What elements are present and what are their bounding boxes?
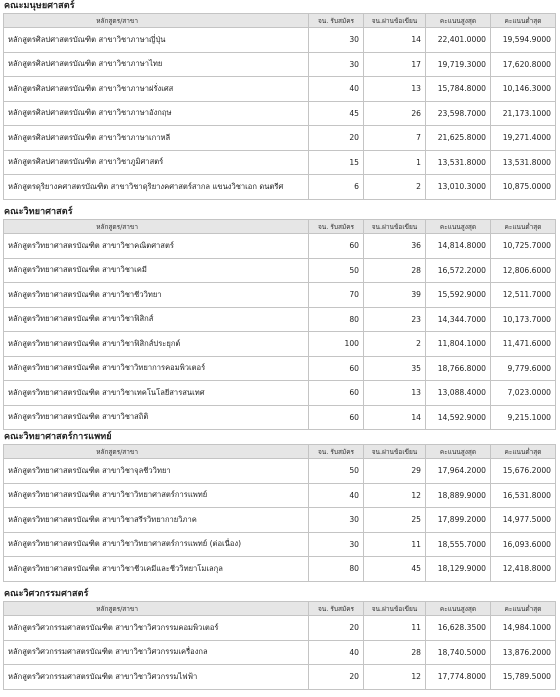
program-cell: หลักสูตรศิลปศาสตรบัณฑิต สาขาวิชาภาษาอังกฤษ (4, 101, 309, 126)
min-score-cell: 12,511.7000 (491, 283, 556, 308)
applicants-cell: 80 (309, 557, 364, 582)
passed-cell: 2 (364, 332, 426, 357)
column-header-passed: จน.ผ่านข้อเขียน (364, 602, 426, 616)
program-cell: หลักสูตรวิศวกรรมศาสตรบัณฑิต สาขาวิชาวิศวกรรมเครื่องกล (4, 640, 309, 665)
passed-cell: 12 (364, 483, 426, 508)
table-row (4, 356, 556, 381)
column-header-program: หลักสูตร/สาขา (4, 445, 309, 459)
column-header-min-score: คะแนนต่ำสุด (491, 602, 556, 616)
column-header-passed: จน.ผ่านข้อเขียน (364, 14, 426, 28)
program-cell: หลักสูตรวิทยาศาสตรบัณฑิต สาขาวิชาเทคโนโลยีสารสนเทศ (4, 381, 309, 406)
applicants-cell: 60 (309, 381, 364, 406)
program-cell: หลักสูตรวิทยาศาสตรบัณฑิต สาขาวิชาเคมี (4, 258, 309, 283)
applicants-cell: 40 (309, 640, 364, 665)
table-row (4, 175, 556, 200)
min-score-cell: 15,676.2000 (491, 459, 556, 484)
column-header-applicants: จน. รับสมัคร (309, 14, 364, 28)
passed-cell: 11 (364, 532, 426, 557)
applicants-cell: 50 (309, 258, 364, 283)
faculty-section-science (0, 206, 560, 430)
max-score-cell: 18,740.5000 (426, 640, 491, 665)
column-header-passed: จน.ผ่านข้อเขียน (364, 220, 426, 234)
applicants-cell: 20 (309, 665, 364, 690)
min-score-cell: 13,531.8000 (491, 150, 556, 175)
program-cell: หลักสูตรศิลปศาสตรบัณฑิต สาขาวิชาภาษาเกาหลี (4, 126, 309, 151)
max-score-cell: 17,899.2000 (426, 508, 491, 533)
applicants-cell: 30 (309, 28, 364, 53)
applicants-cell: 80 (309, 307, 364, 332)
max-score-cell: 17,774.8000 (426, 665, 491, 690)
results-table (3, 601, 556, 690)
table-row (4, 307, 556, 332)
max-score-cell: 16,628.3500 (426, 616, 491, 641)
min-score-cell: 10,875.0000 (491, 175, 556, 200)
passed-cell: 36 (364, 234, 426, 259)
passed-cell: 29 (364, 459, 426, 484)
faculty-title: คณะวิทยาศาสตร์การแพทย์ (4, 432, 112, 442)
min-score-cell: 10,173.7000 (491, 307, 556, 332)
program-cell: หลักสูตรวิทยาศาสตรบัณฑิต สาขาวิชาวิทยาการคอมพิวเตอร์ (4, 356, 309, 381)
max-score-cell: 23,598.7000 (426, 101, 491, 126)
passed-cell: 2 (364, 175, 426, 200)
passed-cell: 28 (364, 258, 426, 283)
table-row (4, 234, 556, 259)
min-score-cell: 19,271.4000 (491, 126, 556, 151)
table-row (4, 532, 556, 557)
column-header-passed: จน.ผ่านข้อเขียน (364, 445, 426, 459)
table-row (4, 101, 556, 126)
applicants-cell: 30 (309, 508, 364, 533)
max-score-cell: 18,129.9000 (426, 557, 491, 582)
min-score-cell: 7,023.0000 (491, 381, 556, 406)
column-header-applicants: จน. รับสมัคร (309, 220, 364, 234)
table-row (4, 483, 556, 508)
column-header-max-score: คะแนนสูงสุด (426, 445, 491, 459)
min-score-cell: 10,725.7000 (491, 234, 556, 259)
table-row (4, 640, 556, 665)
min-score-cell: 9,215.1000 (491, 405, 556, 430)
applicants-cell: 30 (309, 52, 364, 77)
min-score-cell: 17,620.8000 (491, 52, 556, 77)
faculty-section-medical-science (0, 431, 560, 582)
table-row (4, 52, 556, 77)
table-row (4, 616, 556, 641)
max-score-cell: 21,625.8000 (426, 126, 491, 151)
passed-cell: 7 (364, 126, 426, 151)
program-cell: หลักสูตรวิทยาศาสตรบัณฑิต สาขาวิชาวิทยาศาสตร์การแพทย์ (4, 483, 309, 508)
program-cell: หลักสูตรวิทยาศาสตรบัณฑิต สาขาวิชาฟิสิกส์ประยุกต์ (4, 332, 309, 357)
header-row (4, 445, 556, 459)
faculty-section-engineering (0, 588, 560, 690)
max-score-cell: 14,592.9000 (426, 405, 491, 430)
min-score-cell: 19,594.9000 (491, 28, 556, 53)
max-score-cell: 13,531.8000 (426, 150, 491, 175)
program-cell: หลักสูตรวิทยาศาสตรบัณฑิต สาขาวิชาวิทยาศาสตร์การแพทย์ (ต่อเนื่อง) (4, 532, 309, 557)
faculty-title: คณะมนุษยศาสตร์ (4, 1, 75, 11)
applicants-cell: 15 (309, 150, 364, 175)
program-cell: หลักสูตรศิลปศาสตรบัณฑิต สาขาวิชาภาษาฝรั่งเศส (4, 77, 309, 102)
program-cell: หลักสูตรวิทยาศาสตรบัณฑิต สาขาวิชาคณิตศาสตร์ (4, 234, 309, 259)
passed-cell: 17 (364, 52, 426, 77)
applicants-cell: 6 (309, 175, 364, 200)
applicants-cell: 20 (309, 126, 364, 151)
column-header-max-score: คะแนนสูงสุด (426, 602, 491, 616)
applicants-cell: 70 (309, 283, 364, 308)
max-score-cell: 18,555.7000 (426, 532, 491, 557)
column-header-min-score: คะแนนต่ำสุด (491, 445, 556, 459)
passed-cell: 14 (364, 28, 426, 53)
program-cell: หลักสูตรวิทยาศาสตรบัณฑิต สาขาวิชาสรีรวิทยากายวิภาค (4, 508, 309, 533)
max-score-cell: 13,088.4000 (426, 381, 491, 406)
min-score-cell: 16,093.6000 (491, 532, 556, 557)
table-row (4, 332, 556, 357)
program-cell: หลักสูตรวิทยาศาสตรบัณฑิต สาขาวิชาจุลชีววิทยา (4, 459, 309, 484)
passed-cell: 25 (364, 508, 426, 533)
table-row (4, 665, 556, 690)
header-row (4, 220, 556, 234)
max-score-cell: 18,889.9000 (426, 483, 491, 508)
min-score-cell: 21,173.1000 (491, 101, 556, 126)
table-row (4, 405, 556, 430)
min-score-cell: 12,806.6000 (491, 258, 556, 283)
faculty-title: คณะวิทยาศาสตร์ (4, 207, 73, 217)
program-cell: หลักสูตรวิศวกรรมศาสตรบัณฑิต สาขาวิชาวิศวกรรมไฟฟ้า (4, 665, 309, 690)
max-score-cell: 18,766.8000 (426, 356, 491, 381)
results-table (3, 13, 556, 200)
table-row (4, 126, 556, 151)
max-score-cell: 11,804.1000 (426, 332, 491, 357)
max-score-cell: 22,401.0000 (426, 28, 491, 53)
passed-cell: 13 (364, 381, 426, 406)
passed-cell: 35 (364, 356, 426, 381)
column-header-min-score: คะแนนต่ำสุด (491, 14, 556, 28)
column-header-program: หลักสูตร/สาขา (4, 602, 309, 616)
faculty-title: คณะวิศวกรรมศาสตร์ (4, 589, 89, 599)
column-header-program: หลักสูตร/สาขา (4, 220, 309, 234)
table-row (4, 459, 556, 484)
faculty-section-humanities (0, 0, 560, 200)
program-cell: หลักสูตรวิศวกรรมศาสตรบัณฑิต สาขาวิชาวิศวกรรมคอมพิวเตอร์ (4, 616, 309, 641)
max-score-cell: 14,344.7000 (426, 307, 491, 332)
applicants-cell: 45 (309, 101, 364, 126)
column-header-applicants: จน. รับสมัคร (309, 602, 364, 616)
program-cell: หลักสูตรศิลปศาสตรบัณฑิต สาขาวิชาภูมิศาสตร์ (4, 150, 309, 175)
table-row (4, 28, 556, 53)
passed-cell: 11 (364, 616, 426, 641)
table-row (4, 283, 556, 308)
results-table (3, 219, 556, 430)
passed-cell: 45 (364, 557, 426, 582)
table-row (4, 508, 556, 533)
passed-cell: 1 (364, 150, 426, 175)
applicants-cell: 20 (309, 616, 364, 641)
passed-cell: 23 (364, 307, 426, 332)
passed-cell: 12 (364, 665, 426, 690)
applicants-cell: 60 (309, 405, 364, 430)
passed-cell: 26 (364, 101, 426, 126)
table-row (4, 557, 556, 582)
min-score-cell: 14,984.1000 (491, 616, 556, 641)
program-cell: หลักสูตรวิทยาศาสตรบัณฑิต สาขาวิชาฟิสิกส์ (4, 307, 309, 332)
max-score-cell: 16,572.2000 (426, 258, 491, 283)
results-table (3, 444, 556, 582)
max-score-cell: 19,719.3000 (426, 52, 491, 77)
min-score-cell: 16,531.8000 (491, 483, 556, 508)
column-header-max-score: คะแนนสูงสุด (426, 220, 491, 234)
max-score-cell: 17,964.2000 (426, 459, 491, 484)
column-header-min-score: คะแนนต่ำสุด (491, 220, 556, 234)
applicants-cell: 60 (309, 234, 364, 259)
table-row (4, 77, 556, 102)
applicants-cell: 40 (309, 77, 364, 102)
header-row (4, 14, 556, 28)
passed-cell: 28 (364, 640, 426, 665)
max-score-cell: 14,814.8000 (426, 234, 491, 259)
program-cell: หลักสูตรวิทยาศาสตรบัณฑิต สาขาวิชาสถิติ (4, 405, 309, 430)
table-row (4, 150, 556, 175)
applicants-cell: 50 (309, 459, 364, 484)
column-header-program: หลักสูตร/สาขา (4, 14, 309, 28)
max-score-cell: 15,784.8000 (426, 77, 491, 102)
program-cell: หลักสูตรดุริยางคศาสตรบัณฑิต สาขาวิชาดุริยางคศาสตร์สากล แขนงวิชาเอก ดนตรีศ (4, 175, 309, 200)
max-score-cell: 13,010.3000 (426, 175, 491, 200)
table-row (4, 258, 556, 283)
max-score-cell: 15,592.9000 (426, 283, 491, 308)
min-score-cell: 11,471.6000 (491, 332, 556, 357)
applicants-cell: 100 (309, 332, 364, 357)
applicants-cell: 60 (309, 356, 364, 381)
program-cell: หลักสูตรวิทยาศาสตรบัณฑิต สาขาวิชาชีวเคมีและชีววิทยาโมเลกุล (4, 557, 309, 582)
min-score-cell: 14,977.5000 (491, 508, 556, 533)
column-header-applicants: จน. รับสมัคร (309, 445, 364, 459)
table-row (4, 381, 556, 406)
passed-cell: 14 (364, 405, 426, 430)
program-cell: หลักสูตรศิลปศาสตรบัณฑิต สาขาวิชาภาษาไทย (4, 52, 309, 77)
min-score-cell: 13,876.2000 (491, 640, 556, 665)
applicants-cell: 40 (309, 483, 364, 508)
program-cell: หลักสูตรวิทยาศาสตรบัณฑิต สาขาวิชาชีววิทยา (4, 283, 309, 308)
passed-cell: 39 (364, 283, 426, 308)
passed-cell: 13 (364, 77, 426, 102)
program-cell: หลักสูตรศิลปศาสตรบัณฑิต สาขาวิชาภาษาญี่ปุ่น (4, 28, 309, 53)
min-score-cell: 15,789.5000 (491, 665, 556, 690)
min-score-cell: 10,146.3000 (491, 77, 556, 102)
column-header-max-score: คะแนนสูงสุด (426, 14, 491, 28)
header-row (4, 602, 556, 616)
min-score-cell: 9,779.6000 (491, 356, 556, 381)
applicants-cell: 30 (309, 532, 364, 557)
min-score-cell: 12,418.8000 (491, 557, 556, 582)
